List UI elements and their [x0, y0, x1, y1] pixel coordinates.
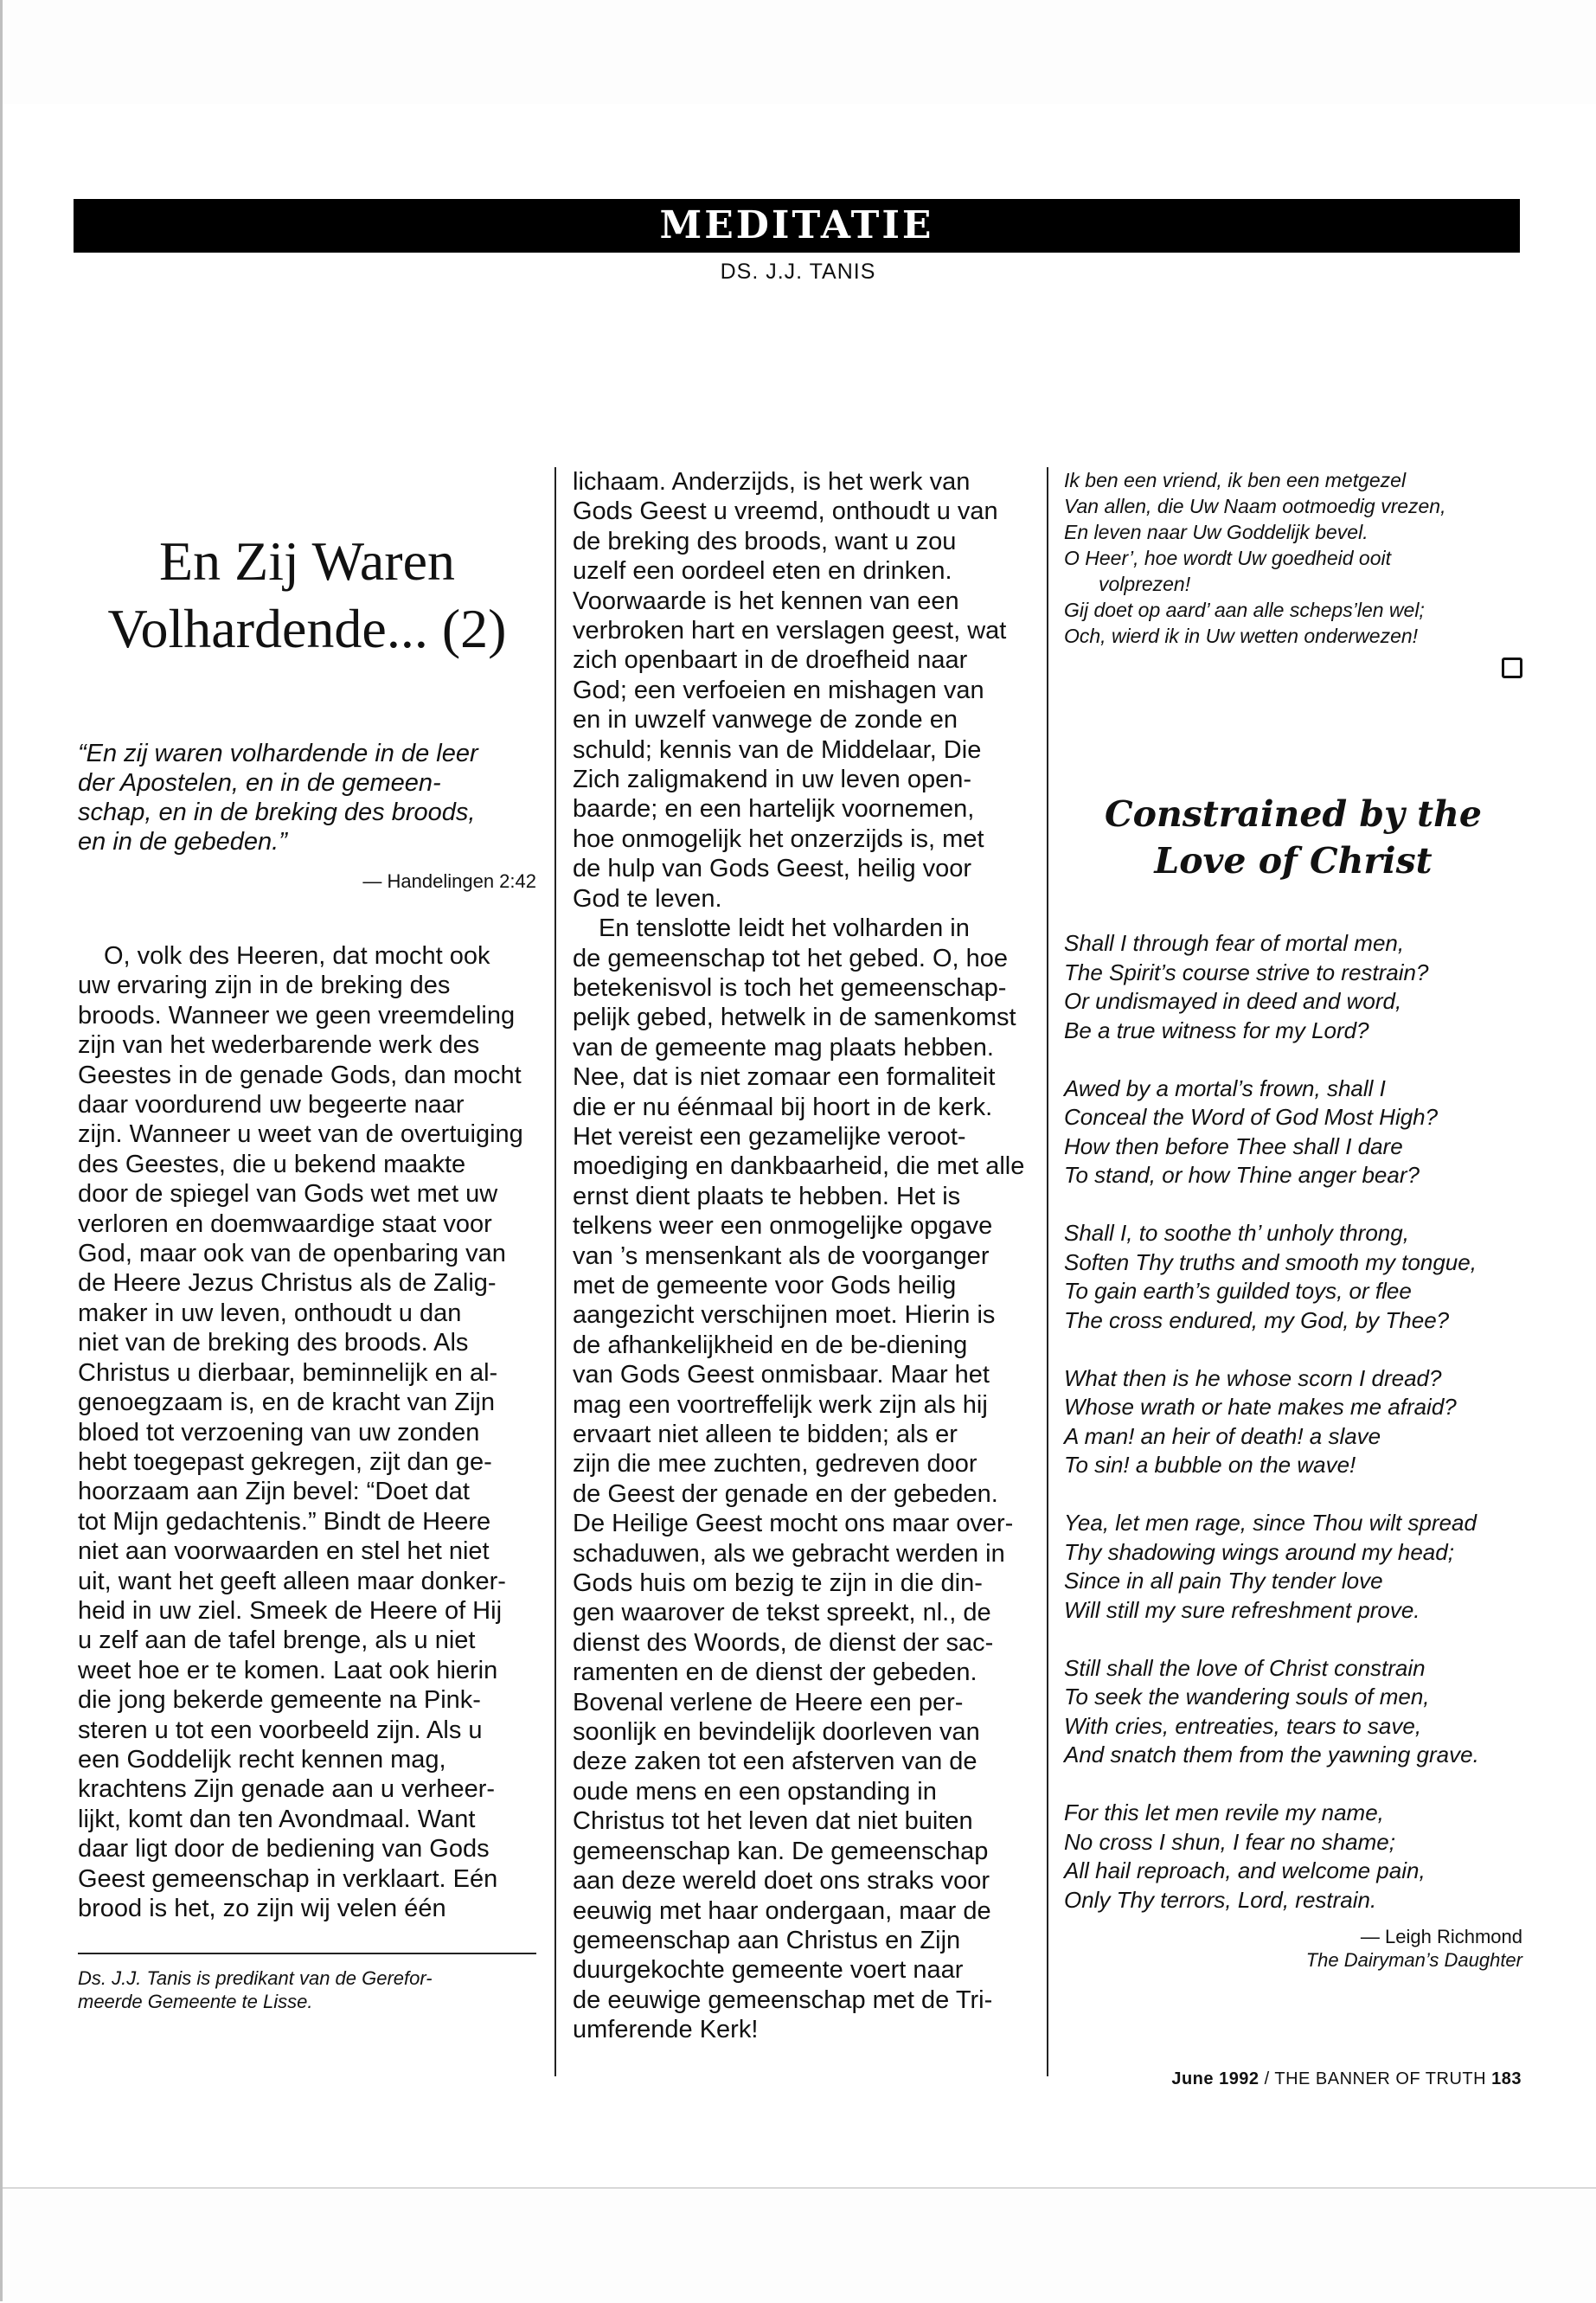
- publication-name: / THE BANNER OF TRUTH: [1259, 2069, 1492, 2088]
- article-body-col1: O, volk des Heeren, dat mocht ook uw ervaring zijn in de breking des broods. Wanneer we geen vreemdeling zijn van het wederbarende werk des Geestes in de genade Gods, dan mocht daar voordurend uw begeerte naar zijn. Wanneer u weet van de overtuiging des Geestes, die u bekend maakte door de spiegel van Gods wet met uw verloren en doemwaardige staat voor God, maar ook van de openbaring van de Heere Jezus Christus als de Zalig- maker in uw leven, onthoudt u dan niet van de breking des broods. Als Christus u dierbaar, beminnelijk en al- genoegzaam is, en de kracht van Zijn bloed tot verzoening van uw zonden hebt toegepast gekregen, zijt dan ge- hoorzaam aan Zijn bevel: “Doet dat tot Mijn gedachtenis.” Bindt de Heere niet aan voorwaarden en stel het niet uit, want het geeft alleen maar donker- heid in uw ziel. Smeek de Heere of Hij u zelf aan de tafel brenge, als u niet weet hoe er te komen. Laat ook hierin die jong bekerde gemeente na Pink- steren u tot een voorbeeld zijn. Als u een Goddelijk recht kennen mag, krachtens Zijn genade aan u verheer- lijkt, komt dan ten Avondmaal. Want daar ligt door de bediening van Gods Geest gemeenschap in verklaart. Eén brood is het, zo zijn wij velen één: [78, 942, 523, 1922]
- issue-date: June 1992: [1171, 2069, 1259, 2088]
- poem-stanza: What then is he whose scorn I dread? Whose wrath or hate makes me afraid? A man! an heir of death! a slave To sin! a bubble on the wave!: [1064, 1364, 1457, 1478]
- page-number: 183: [1491, 2069, 1522, 2088]
- author-footnote: Ds. J.J. Tanis is predikant van de Gerefor- meerde Gemeente te Lisse.: [78, 1967, 433, 2013]
- article-body-col2: lichaam. Anderzijds, is het werk van Gods Geest u vreemd, onthoudt u van de breking des broods, want u zou uzelf een oordeel eten en drinken. Voorwaarde is het kennen van een verbroken hart en verslagen geest, wat zich openbaart in de droefheid naar God; een verfoeien en mishagen van en in uwzelf vanwege de zonde en schuld; kennis van de Middelaar, Die Zich zaligmakend in uw leven open- baarde; en een hartelijk voornemen, hoe onmogelijk het onzerzijds is, met de hulp van Gods Geest, heilig voor God te leven. En tenslotte leidt het volharden in de gemeenschap tot het gebed. O, hoe betekenisvol is toch het gemeenschap- pelijk gebed, hetwelk in de samenkomst van de gemeente mag plaats hebben. Nee, dat is niet zomaar een formaliteit die er nu éénmaal bij hoort in de kerk. Het vereist een gezamelijke veroot- moediging en dankbaarheid, die met alle ernst dient plaats te hebben. Het is telkens weer een onmogelijke opgave van ’s mensenkant als de voorganger met de gemeente voor Gods heilig aangezicht verschijnen moet. Hierin is de afhankelijkheid en de be-diening van Gods Geest onmisbaar. Maar het mag een voortreffelijk werk zijn als hij ervaart niet alleen te bidden; als er zijn die mee zuchten, gedreven door de Geest der genade en der gebeden. De Heilige Geest mocht ons maar over- schaduwen, als we gebracht werden in Gods huis om bezig te zijn in die din- gen waarover de tekst spreekt, nl., de dienst des Woords, de dienst der sac- ramenten en de dienst der gebeden. Bovenal verlene de Heere een per- soonlijk en bevindelijk doorleven van deze zaken tot een afsterven van de oude mens en een opstanding in Christus tot het leven dat niet buiten gemeenschap kan. De gemeenschap aan deze wereld doet ons straks voor eeuwig met haar ondergaan, maar de gemeenschap aan Christus en Zijn duurgekochte gemeente voert naar de eeuwige gemeenschap met de Tri- umferende Kerk!: [573, 468, 1025, 2044]
- dutch-psalm-verse: Ik ben een vriend, ik ben een metgezel Van allen, die Uw Naam ootmoedig vrezen, En leven naar Uw Goddelijk bevel. O Heer’, hoe wordt Uw goedheid ooit volprezen! Gij doet op aard’ aan alle scheps’len wel; Och, wierd ik in Uw wetten onderwezen!: [1064, 469, 1446, 647]
- poem-stanza: Awed by a mortal’s frown, shall I Conceal the Word of God Most High? How then before Thee shall I dare To stand, or how Thine anger bear?: [1064, 1075, 1439, 1188]
- poem-stanza: Still shall the love of Christ constrain To seek the wandering souls of men, With cries, entreaties, tears to save, And snatch them from the yawning grave.: [1064, 1654, 1479, 1767]
- column-divider-left: [554, 467, 556, 2076]
- poem-stanza: Yea, let men rage, since Thou wilt spread Thy shadowing wings around my head; Since in all pain Thy tender love Will still my sure refreshment prove.: [1064, 1510, 1477, 1623]
- column-divider-right: [1047, 467, 1048, 2076]
- article-column-2: [573, 467, 1025, 2045]
- author-byline: DS. J.J. TANIS: [720, 260, 876, 284]
- section-header: MEDITATIE: [74, 199, 1520, 253]
- footnote-divider: [78, 1953, 536, 1954]
- poem-attribution: — Leigh Richmond The Dairyman’s Daughter: [1305, 1925, 1522, 1971]
- article-title: En Zij Waren Volhardende... (2): [107, 530, 507, 659]
- poem-stanza: Shall I through fear of mortal men, The Spirit’s course strive to restrain? Or undismayed in deed and word, Be a true witness for my Lord?: [1064, 930, 1429, 1043]
- epigraph-source: — Handelingen 2:42: [362, 870, 536, 892]
- article-column-1: [78, 467, 536, 2013]
- article-column-3: [1064, 467, 1522, 1972]
- scan-margin-top: [0, 0, 1596, 104]
- epigraph-quote: “En zij waren volhardende in de leer der Apostelen, en in de gemeen- schap, en in de breking des broods, en in de gebeden.”: [78, 740, 478, 856]
- poem-stanza: Shall I, to soothe th’ unholy throng, Soften Thy truths and smooth my tongue, To gain earth’s guilded toys, or flee The cross endured, my God, by Thee?: [1064, 1220, 1477, 1333]
- page-footer: [1171, 2069, 1522, 2089]
- end-of-article-mark-icon: [1502, 658, 1522, 678]
- scan-margin-bottom: [0, 2187, 1596, 2303]
- poem-title: Constrained by the Love of Christ: [1105, 793, 1482, 882]
- poem-stanza: For this let men revile my name, No cross I shun, I fear no shame; All hail reproach, and welcome pain, Only Thy terrors, Lord, restrain.: [1064, 1799, 1426, 1913]
- scan-edge: [0, 0, 3, 2301]
- english-poem: [1064, 929, 1522, 1915]
